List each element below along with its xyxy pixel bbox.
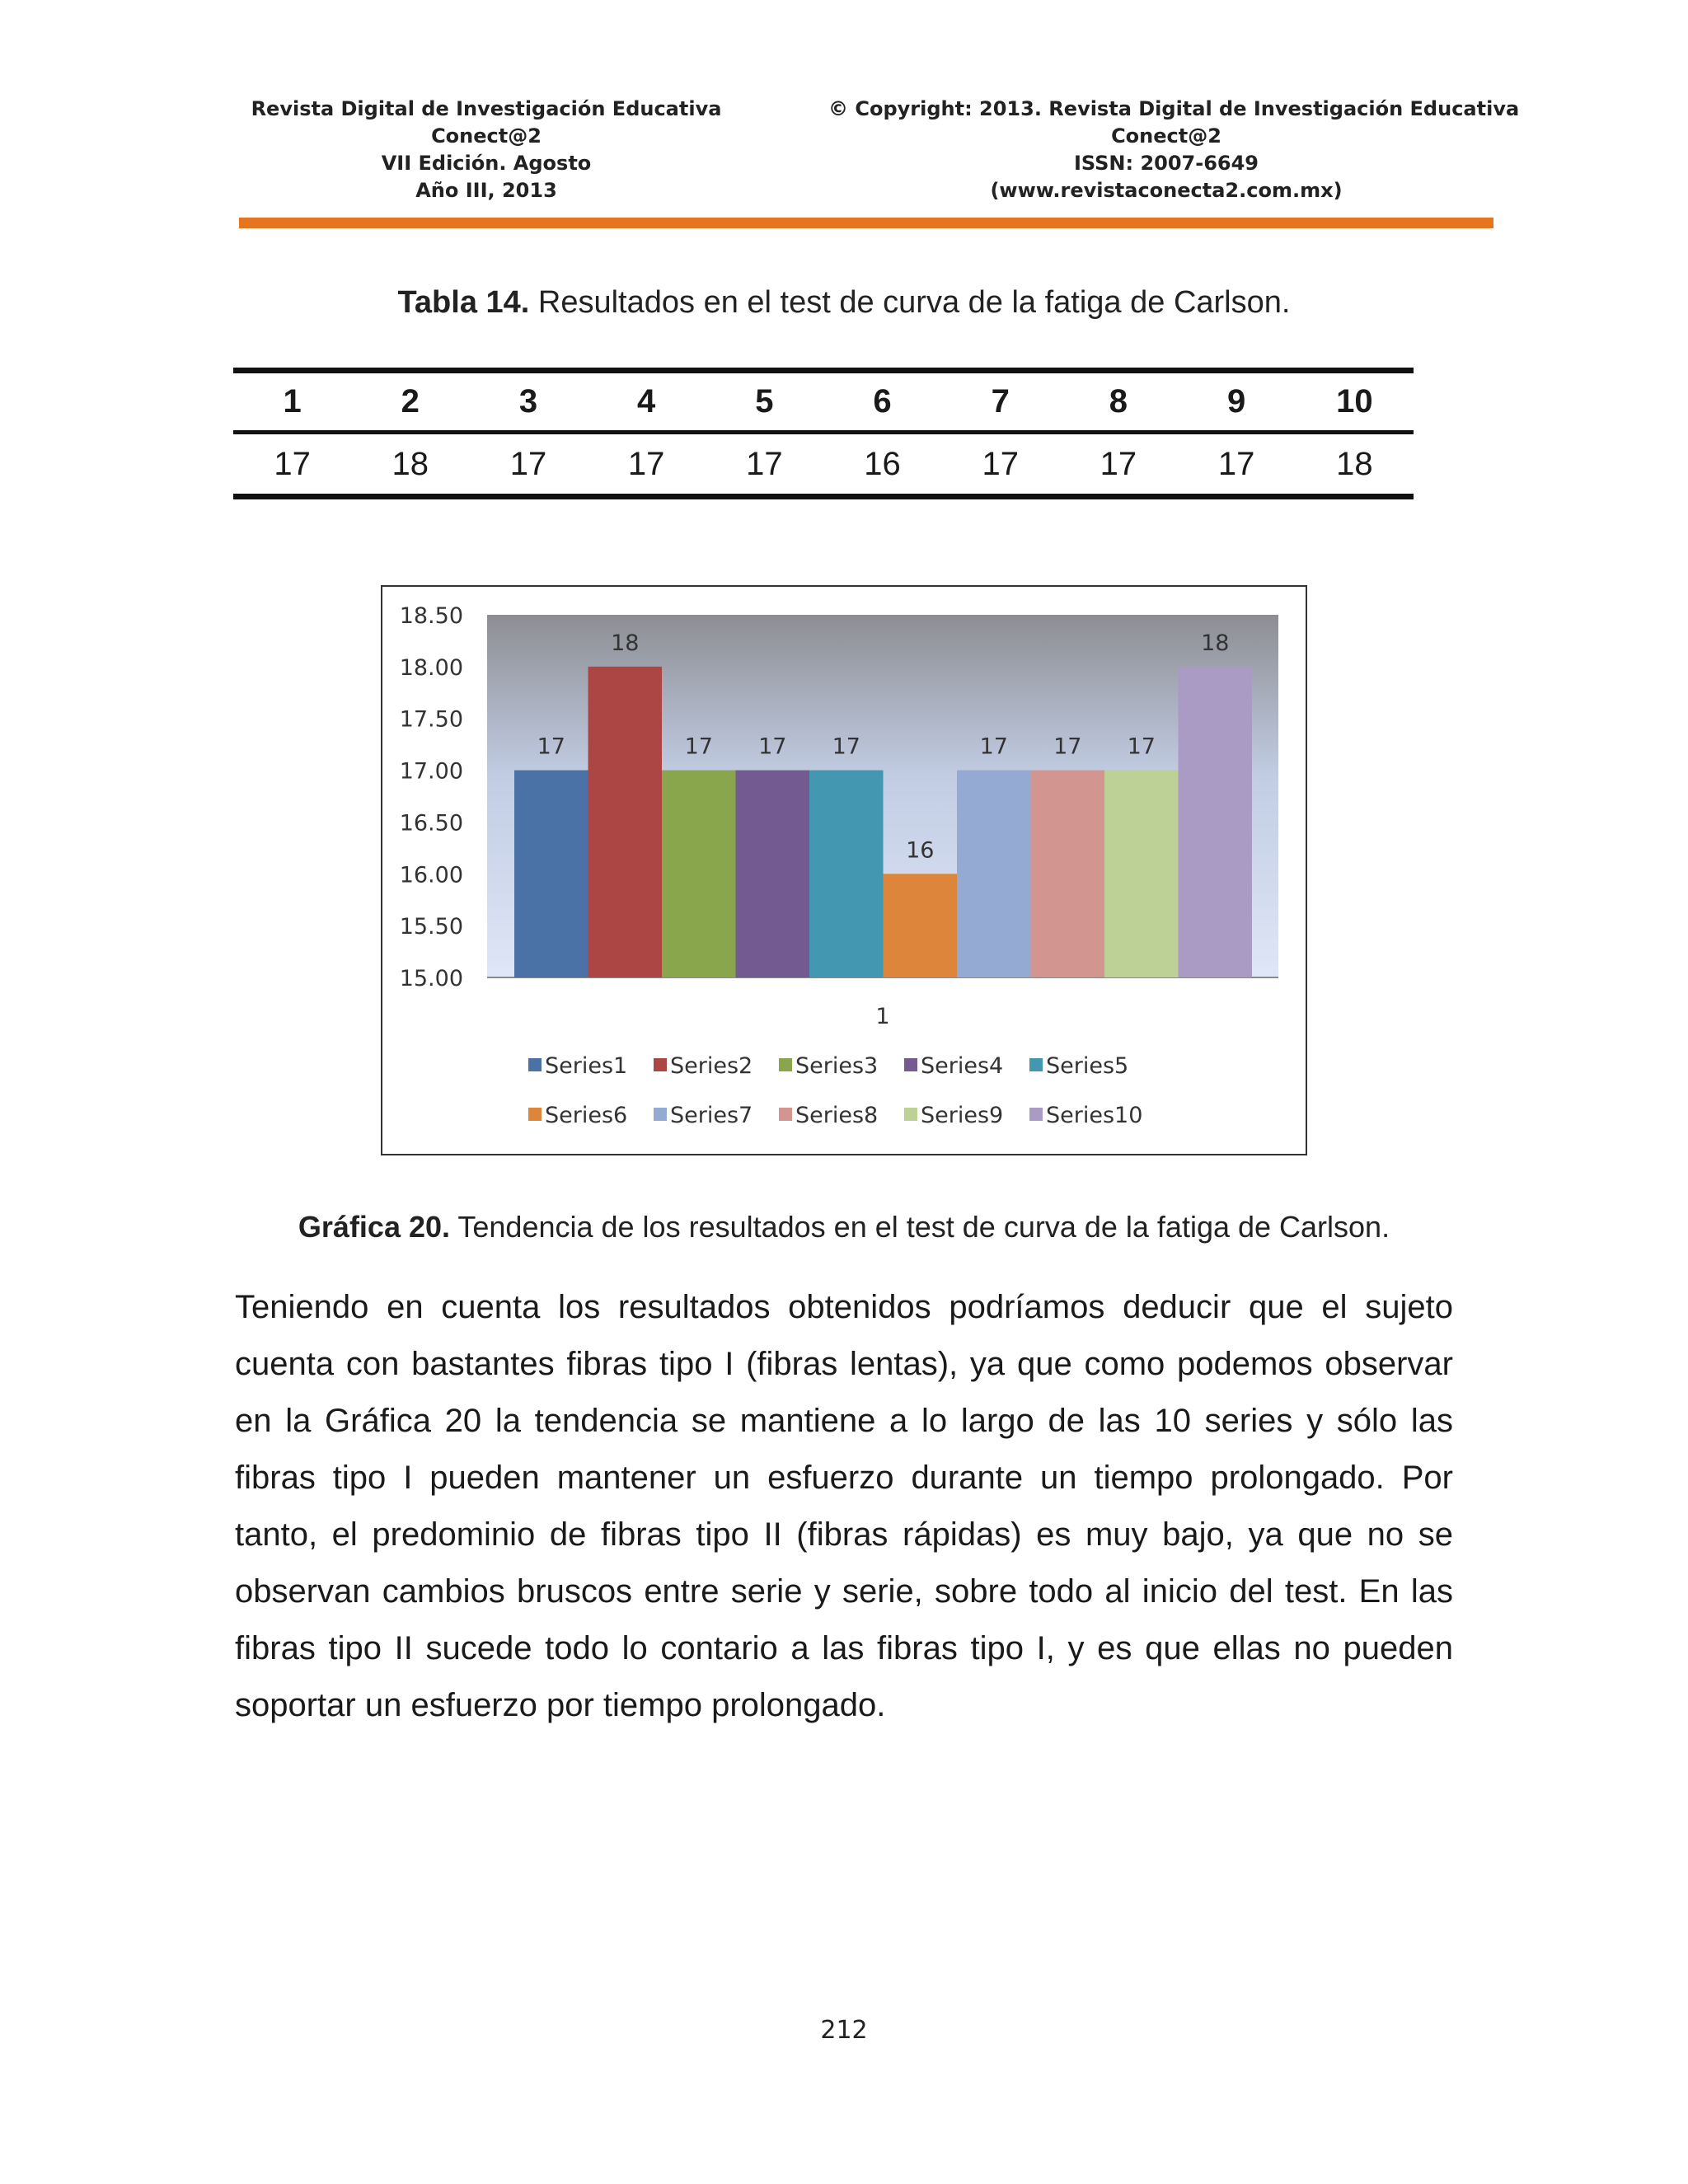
table-header-cell: 9 [1226,383,1246,419]
table-cell: 17 [1100,445,1137,482]
legend-item [654,1053,753,1079]
legend-swatch [779,1108,792,1121]
page-number: 212 [820,2016,868,2045]
table-caption [0,285,1688,321]
bar-series2 [588,667,663,977]
table-header-cell: 2 [401,383,420,419]
year: Año III, 2013 [415,179,557,202]
bar-series6 [884,874,958,977]
bar-data-label: 17 [684,733,713,760]
bar-series5 [809,771,884,977]
table-caption-text: Resultados en el test de curva de la fatiga de Carlson. [529,285,1291,320]
bar-series7 [957,771,1031,977]
legend-swatch [904,1108,917,1121]
table-cell: 16 [864,445,901,482]
table-cell: 17 [746,445,783,482]
table-header-cell: 3 [518,383,538,419]
table-cell: 17 [982,445,1019,482]
y-tick-label: 18.00 [399,654,463,681]
bar-data-label: 17 [1127,733,1156,760]
bar-data-label: 17 [1053,733,1082,760]
y-tick-label: 16.00 [399,862,463,888]
edition: VII Edición. Agosto [381,152,592,175]
chart-caption-text: Tendencia de los resultados en el test de curva de la fatiga de Carlson. [450,1210,1390,1244]
legend-label: Series5 [1046,1053,1129,1079]
bar-data-label: 17 [758,733,787,760]
table-cell: 17 [274,445,311,482]
table-header-cell: 5 [755,383,774,419]
legend-label: Series9 [921,1103,1004,1128]
legend-swatch [779,1058,792,1071]
y-tick-label: 17.50 [399,706,463,733]
table-caption-label: Tabla 14. [397,285,530,320]
table-header-cell: 1 [283,383,302,419]
y-tick-label: 15.00 [399,966,463,991]
table-header-cell: 7 [991,383,1010,419]
journal-info-right [828,96,1520,204]
bar-data-label: 17 [537,733,565,760]
table-cell: 17 [627,445,665,482]
journal-short-name-right: Conect@2 [1111,124,1221,148]
journal-short-name: Conect@2 [431,124,542,148]
table-row [233,433,1414,497]
legend-label: Series7 [670,1103,753,1128]
y-tick-label: 17.00 [399,758,463,785]
bar-data-label: 18 [611,630,640,656]
legend-label: Series3 [795,1053,879,1079]
bar-data-label: 17 [832,733,860,760]
journal-name: Revista Digital de Investigación Educativa [251,97,722,120]
table-cell: 17 [509,445,547,482]
legend-swatch [1029,1058,1043,1071]
journal-info-left [239,96,734,204]
bar-chart-svg [382,587,1306,1154]
bar-series9 [1104,771,1179,977]
bar-chart [381,585,1307,1155]
table-header-cell: 4 [637,383,656,419]
table-header-row [233,371,1414,433]
chart-caption-label: Gráfica 20. [298,1210,451,1244]
legend-label: Series1 [545,1053,628,1079]
bar-series1 [514,771,588,977]
bar-series8 [1031,771,1105,977]
journal-url: (www.revistaconecta2.com.mx) [990,179,1343,202]
table-header-cell: 10 [1336,383,1373,419]
legend-swatch [528,1058,542,1071]
table-cell: 17 [1217,445,1255,482]
bar-series10 [1179,667,1253,977]
bar-data-label: 16 [906,837,935,864]
header-divider [239,218,1493,228]
table-header-cell: 6 [873,383,892,419]
legend-label: Series2 [670,1053,753,1079]
legend-label: Series8 [795,1103,879,1128]
legend-item [904,1053,1003,1079]
legend-swatch [654,1058,667,1071]
y-tick-label: 18.50 [399,603,463,629]
copyright: © Copyright: 2013. Revista Digital de Investigación Educativa [828,97,1520,120]
legend-item [1029,1103,1142,1128]
legend-item [779,1053,878,1079]
issn: ISSN: 2007-6649 [1073,152,1259,175]
bar-data-label: 17 [979,733,1008,760]
table-cell: 18 [392,445,429,482]
legend-item [654,1103,753,1128]
legend-item [1029,1053,1128,1079]
legend-item [779,1103,878,1128]
legend-swatch [1029,1108,1043,1121]
results-table [233,368,1414,499]
legend-item [904,1103,1003,1128]
legend-label: Series4 [921,1053,1004,1079]
legend-label: Series10 [1046,1103,1143,1128]
x-tick-label: 1 [875,1004,890,1029]
table-header-cell: 8 [1109,383,1128,419]
y-tick-label: 16.50 [399,810,463,837]
legend-label: Series6 [545,1103,628,1128]
y-tick-label: 15.50 [399,914,463,940]
legend-swatch [904,1058,917,1071]
legend-item [528,1053,627,1079]
chart-caption [0,1210,1688,1244]
bar-series3 [662,771,736,977]
bar-series4 [736,771,810,977]
body-paragraph: Teniendo en cuenta los resultados obtenidos podríamos deducir que el sujeto cuenta con bastantes fibras tipo I (fibras lentas), ya que como podemos observar en la Gráfica 20 la tendencia se mantiene a lo largo de las 10 series y sólo las fibras tipo I pueden mantener un esfuerzo durante un tiempo prolongado. Por tanto, el predominio de fibras tipo II (fibras rápidas) es muy bajo, ya que no se observan cambios bruscos entre serie y serie, sobre todo al inicio del test. En las fibras tipo II sucede todo lo contario a las fibras tipo I, y es que ellas no pueden soportar un esfuerzo por tiempo prolongado. [235,1289,1453,1723]
bar-data-label: 18 [1201,630,1230,656]
legend-swatch [528,1108,542,1121]
legend-swatch [654,1108,667,1121]
table-cell: 18 [1336,445,1373,482]
legend-item [528,1103,627,1128]
